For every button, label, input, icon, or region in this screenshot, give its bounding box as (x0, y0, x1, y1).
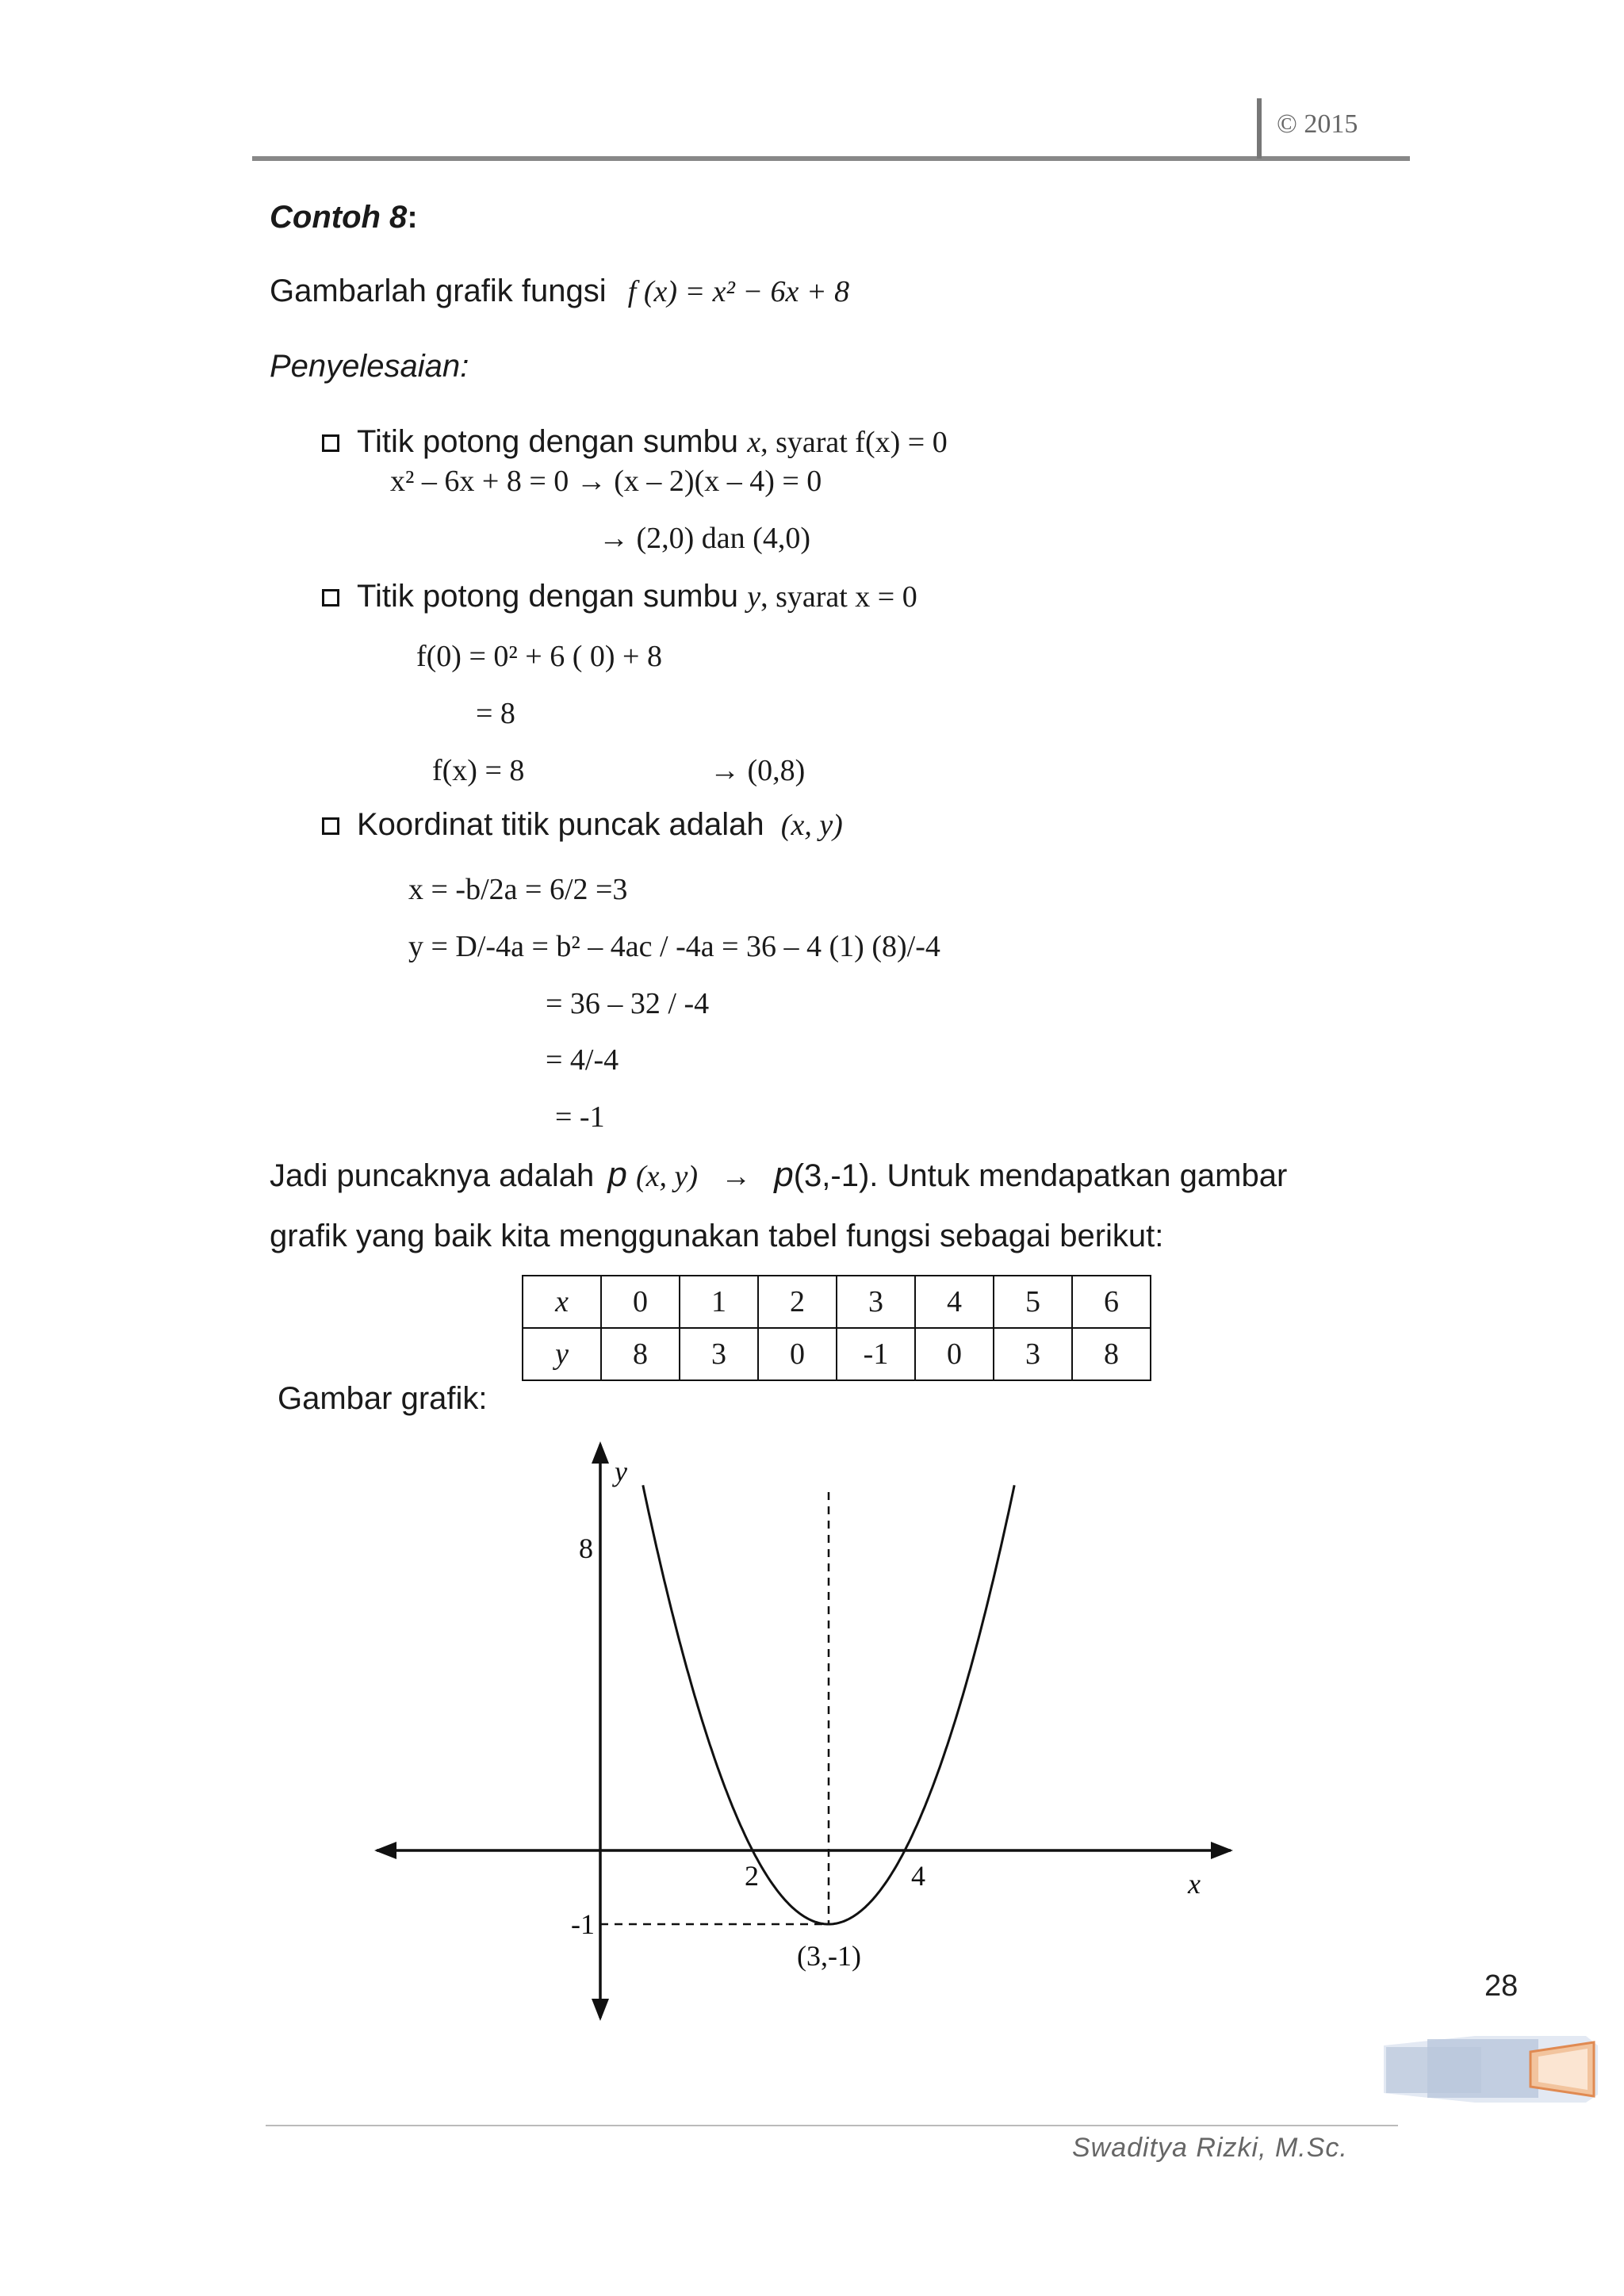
function-expression: f (x) = x² − 6x + 8 (627, 275, 850, 308)
table-cell: 0 (915, 1328, 994, 1380)
table-cell: 4 (915, 1276, 994, 1328)
vertex-line3: = 36 – 32 / -4 (546, 987, 710, 1020)
vertex-heading: Koordinat titik puncak adalah (x, y) (322, 807, 843, 843)
y-tick-label-minus1: -1 (571, 1908, 595, 1940)
y-tick-label-8: 8 (579, 1533, 593, 1564)
x-intercept-line2: → (2,0) dan (4,0) (599, 522, 810, 555)
table-cell: 2 (758, 1276, 837, 1328)
decorative-ribbon (1380, 2030, 1602, 2109)
x-intercept-heading: Titik potong dengan sumbu x, syarat f(x) = 0 (322, 424, 948, 460)
y-intercept-line1: f(0) = 0² + 6 ( 0) + 8 (416, 640, 662, 673)
y-axis-bottom-arrow (592, 1999, 609, 2021)
vertex-line4: = 4/-4 (546, 1043, 619, 1077)
table-cell: 1 (680, 1276, 758, 1328)
y-axis-top-arrow (592, 1441, 609, 1464)
table-cell: 0 (758, 1328, 837, 1380)
vertex-line1: x = -b/2a = 6/2 =3 (408, 873, 628, 906)
x-tick-label-2: 2 (745, 1860, 759, 1892)
y-intercept-result: → (0,8) (710, 754, 806, 787)
table-cell: 6 (1072, 1276, 1151, 1328)
copyright-text: © 2015 (1277, 109, 1358, 139)
table-cell: 3 (680, 1328, 758, 1380)
solution-label: Penyelesaian: (270, 349, 469, 384)
table-header-y: y (523, 1328, 601, 1380)
footer-author: Swaditya Rizki, M.Sc. (1072, 2133, 1348, 2163)
y-intercept-line2: = 8 (476, 697, 515, 730)
x-axis-right-arrow (1211, 1842, 1233, 1859)
table-cell: 8 (1072, 1328, 1151, 1380)
vertex-line5: = -1 (555, 1100, 605, 1134)
x-tick-label-4: 4 (911, 1860, 925, 1892)
conclusion-line1: Jadi puncaknya adalah p (x, y) → p(3,-1). Untuk mendapatkan gambar (270, 1155, 1288, 1194)
table-cell: 8 (601, 1328, 680, 1380)
example-title: Contoh 8: (270, 200, 418, 235)
table-cell: 3 (837, 1276, 915, 1328)
table-cell: 3 (994, 1328, 1072, 1380)
x-axis-left-arrow (374, 1842, 396, 1859)
table-header-x: x (523, 1276, 601, 1328)
x-intercept-line1: x² – 6x + 8 = 0 → (x – 2)(x – 4) = 0 (390, 465, 822, 498)
vertex-label: (3,-1) (797, 1940, 861, 1972)
conclusion-line2: grafik yang baik kita menggunakan tabel fungsi sebagai berikut: (270, 1219, 1164, 1253)
graph-caption: Gambar grafik: (278, 1381, 488, 1416)
y-intercept-heading: Titik potong dengan sumbu y, syarat x = 0 (322, 579, 917, 614)
footer-rule (266, 2125, 1398, 2126)
vertex-line2: y = D/-4a = b² – 4ac / -4a = 36 – 4 (1) (8)/-4 (408, 930, 940, 963)
y-axis-label: y (615, 1456, 627, 1487)
table-cell: 0 (601, 1276, 680, 1328)
page-number: 28 (1484, 1969, 1519, 2003)
x-axis-label: x (1188, 1868, 1201, 1900)
table-cell: -1 (837, 1328, 915, 1380)
problem-statement: Gambarlah grafik fungsi f (x) = x² − 6x + 8 (270, 274, 850, 308)
y-intercept-line3: f(x) = 8 (432, 754, 525, 787)
table-cell: 5 (994, 1276, 1072, 1328)
